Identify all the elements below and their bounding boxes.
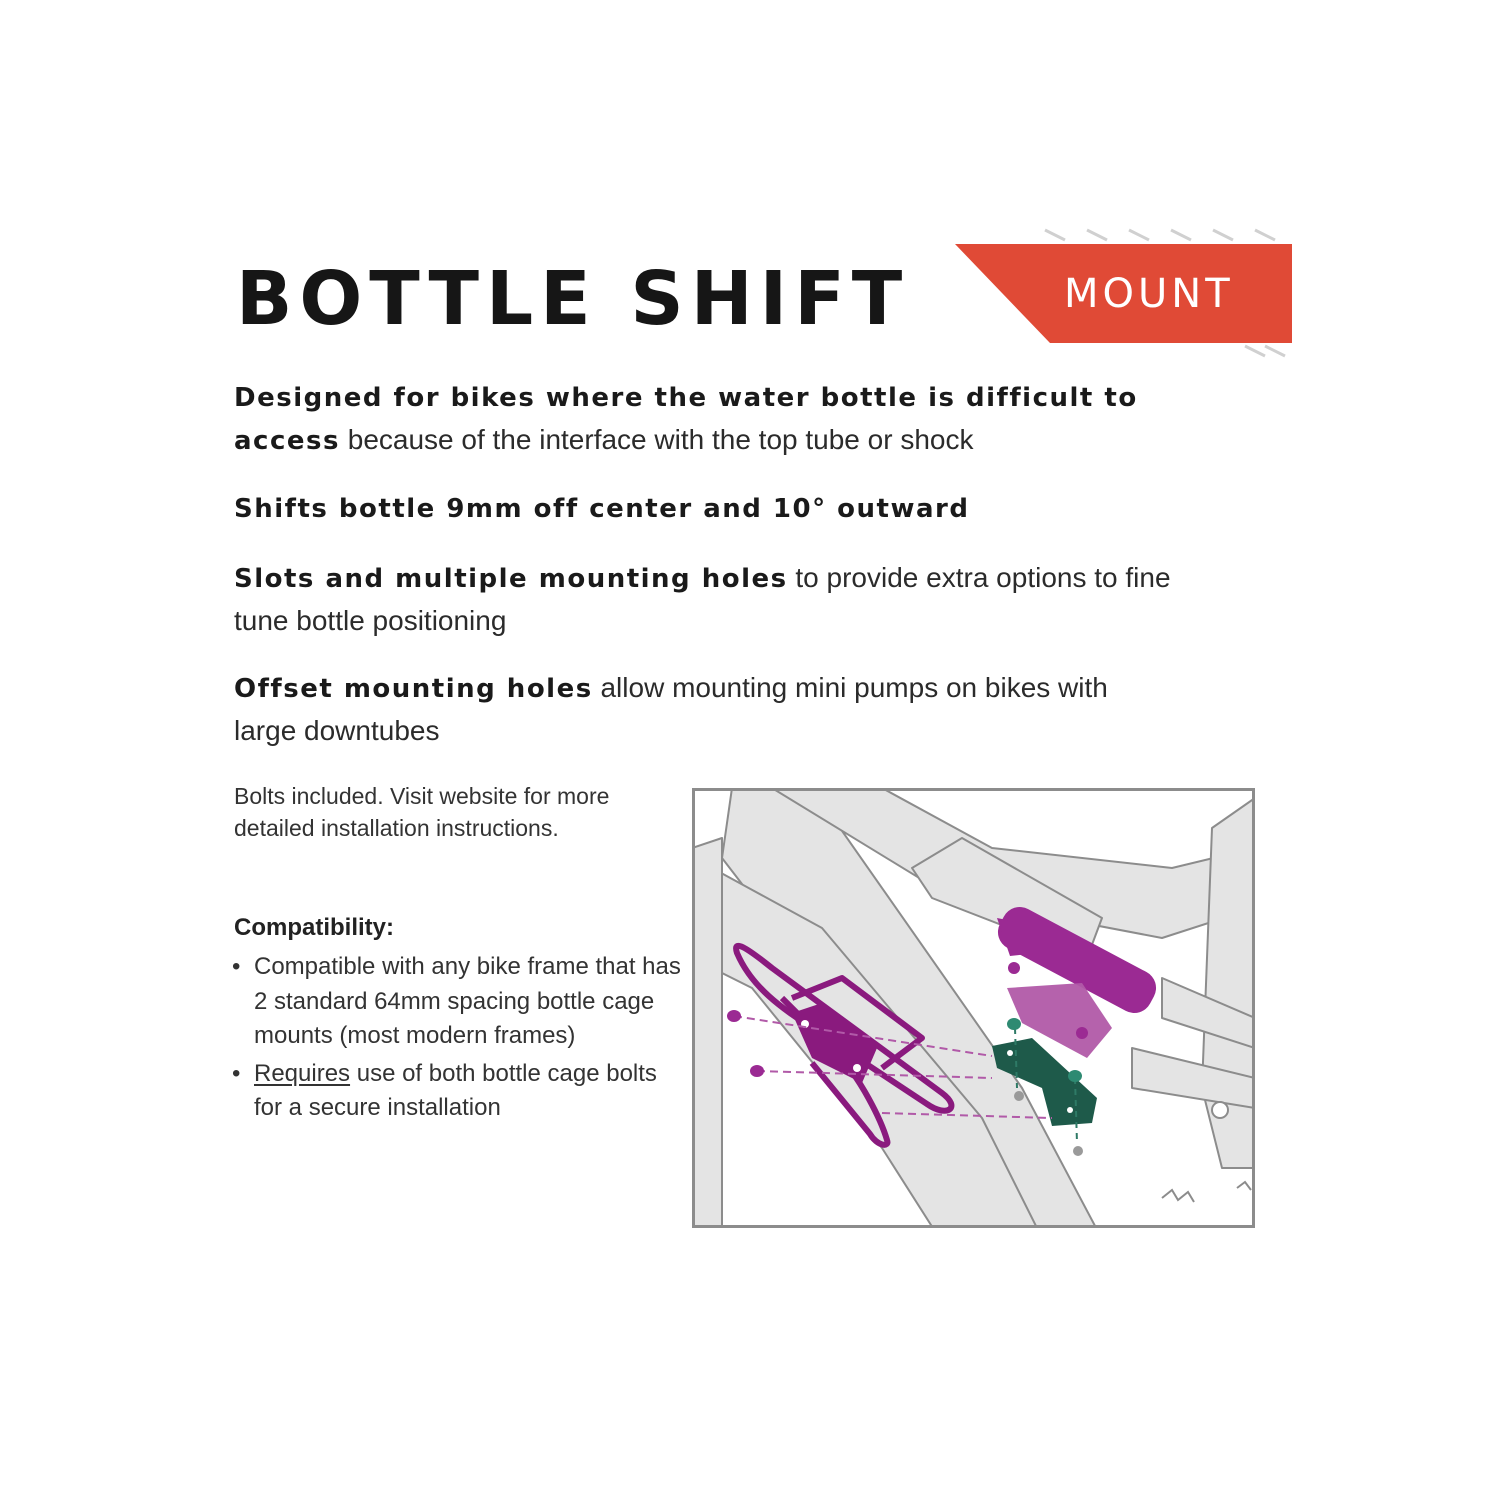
badge-label: MOUNT — [1064, 271, 1234, 317]
compatibility-item-frame — [232, 950, 682, 1054]
feature-1-bold: Designed for bikes where the water bottle is difficult to access — [234, 383, 1138, 456]
feature-1 — [234, 376, 1174, 462]
compatibility-title: Compatibility: — [234, 914, 394, 941]
feature-3-text: to provide extra options to fine tune bottle positioning — [234, 562, 1171, 636]
feature-1-text: because of the interface with the top tube or shock — [339, 424, 974, 455]
compatibility-item-frame-text: Compatible with any bike frame that has 2 standard 64mm spacing bottle cage mounts (most modern frames) — [254, 953, 681, 1049]
product-title: BOTTLE SHIFT — [236, 256, 910, 342]
installation-note: Bolts included. Visit website for more detailed installation instructions. — [234, 783, 610, 841]
compatibility-list — [232, 950, 682, 1129]
compatibility-item-requires-text: use of both bottle cage bolts for a secure installation — [254, 1059, 657, 1121]
feature-3 — [234, 557, 1174, 641]
feature-3-bold: Slots and multiple mounting holes — [234, 564, 788, 594]
requires-emphasis: Requires — [254, 1059, 351, 1087]
feature-2-bold: Shifts bottle 9mm off center and 10° outward — [234, 494, 970, 524]
installation-illustration — [692, 788, 1255, 1228]
feature-4-text: allow mounting mini pumps on bikes with large downtubes — [234, 672, 1108, 746]
feature-2 — [234, 487, 1174, 530]
compatibility-item-requires — [232, 1057, 682, 1126]
bike-frame — [692, 788, 1255, 1228]
feature-4-bold: Offset mounting holes — [234, 674, 593, 704]
feature-4 — [234, 667, 1174, 751]
